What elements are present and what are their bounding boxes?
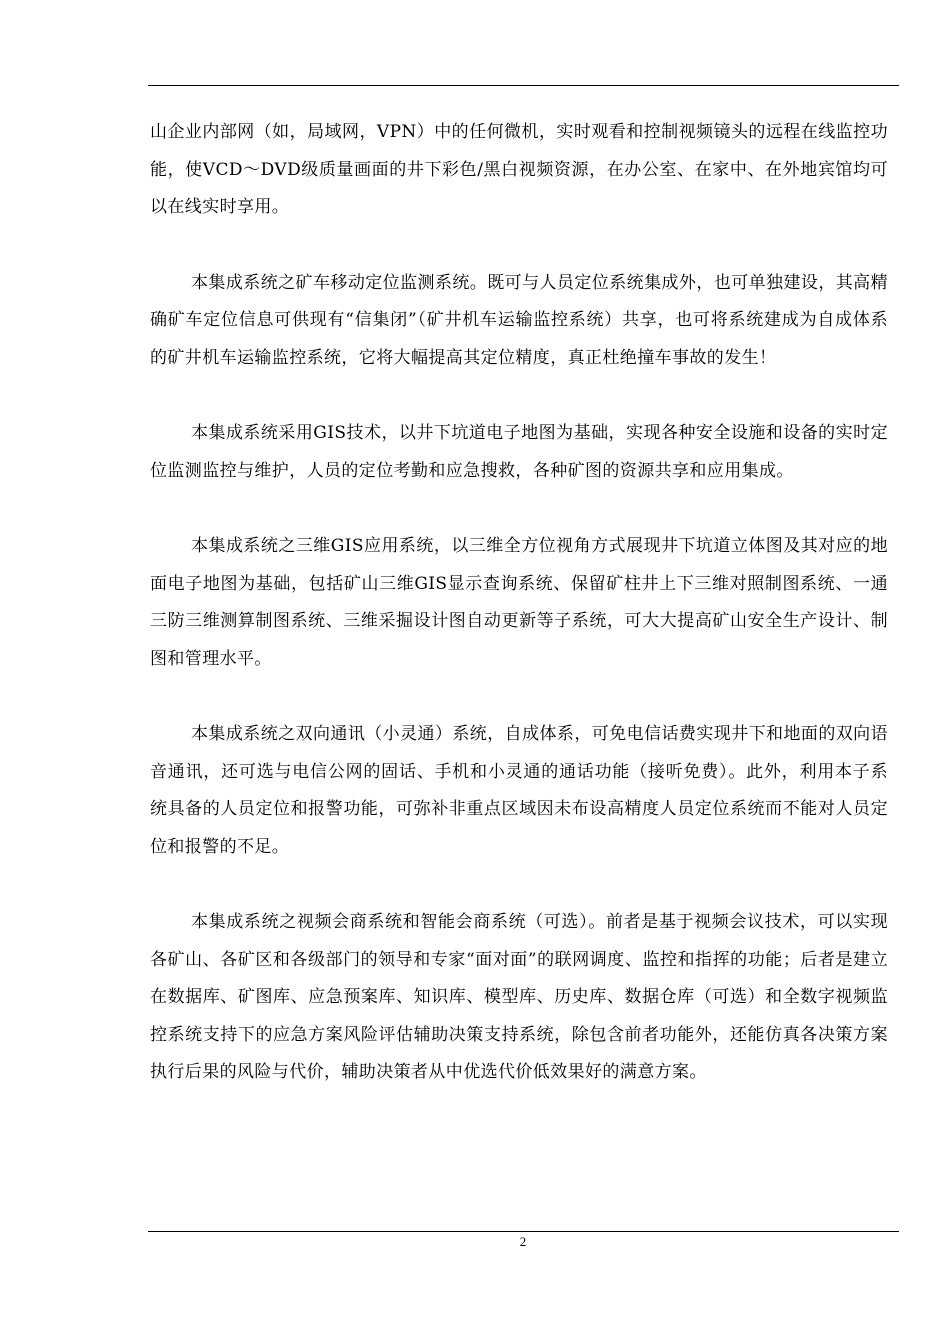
paragraph-video-consultation: 本集成系统之视频会商系统和智能会商系统（可选）。前者是基于视频会议技术，可以实现各矿山、各矿区和各级部门的领导和专家“面对面”的联网调度、监控和指挥的功能；后者是建立在数据库、矿图库、应急预案库、知识库、模型库、历史库、数据仓库（可选）和全数字视频监控系统支持下的应急方案风险评估辅助决策支持系统，除包含前者功能外，还能仿真各决策方案执行后果的风险与代价，辅助决策者从中优选代价低效果好的满意方案。: [150, 912, 888, 1082]
paragraph-gis-technology: 本集成系统采用GIS技术，以井下坑道电子地图为基础，实现各种安全设施和设备的实时定位监测监控与维护，人员的定位考勤和应急搜救，各种矿图的资源共享和应用集成。: [150, 423, 888, 481]
paragraph-gap: [150, 377, 888, 415]
footer-rule: [148, 1231, 899, 1232]
paragraph-mine-car-positioning: 本集成系统之矿车移动定位监测系统。既可与人员定位系统集成外，也可单独建设，其高精确矿车定位信息可供现有“信集闭”（矿井机车运输监控系统）共享，也可将系统建成为自成体系的矿井机车运输监控系统，它将大幅提高其定位精度，真正杜绝撞车事故的发生！: [150, 272, 888, 368]
page-body: [150, 114, 888, 1092]
paragraph-gap: [150, 866, 888, 904]
paragraph-two-way-communication: 本集成系统之双向通讯（小灵通）系统，自成体系，可免电信话费实现井下和地面的双向语音通讯，还可选与电信公网的固话、手机和小灵通的通话功能（接听免费）。此外，利用本子系统具备的人员定位和报警功能，可弥补非重点区域因未布设高精度人员定位系统而不能对人员定位和报警的不足。: [150, 724, 888, 857]
paragraph-3d-gis: 本集成系统之三维GIS应用系统，以三维全方位视角方式展现井下坑道立体图及其对应的地面电子地图为基础，包括矿山三维GIS显示查询系统、保留矿柱井上下三维对照制图系统、一通三防三维测算制图系统、三维采掘设计图自动更新等子系统，可大大提高矿山安全生产设计、制图和管理水平。: [150, 536, 888, 669]
paragraph-gap: [150, 490, 888, 528]
header-rule: [148, 85, 899, 86]
paragraph-gap: [150, 227, 888, 265]
page-number: 2: [519, 1234, 527, 1249]
paragraph-gap: [150, 678, 888, 716]
paragraph-continued: 山企业内部网（如，局域网，VPN）中的任何微机，实时观看和控制视频镜头的远程在线监控功能，使VCD～DVD级质量画面的井下彩色/黑白视频资源，在办公室、在家中、在外地宾馆均可以在线实时享用。: [150, 122, 888, 217]
